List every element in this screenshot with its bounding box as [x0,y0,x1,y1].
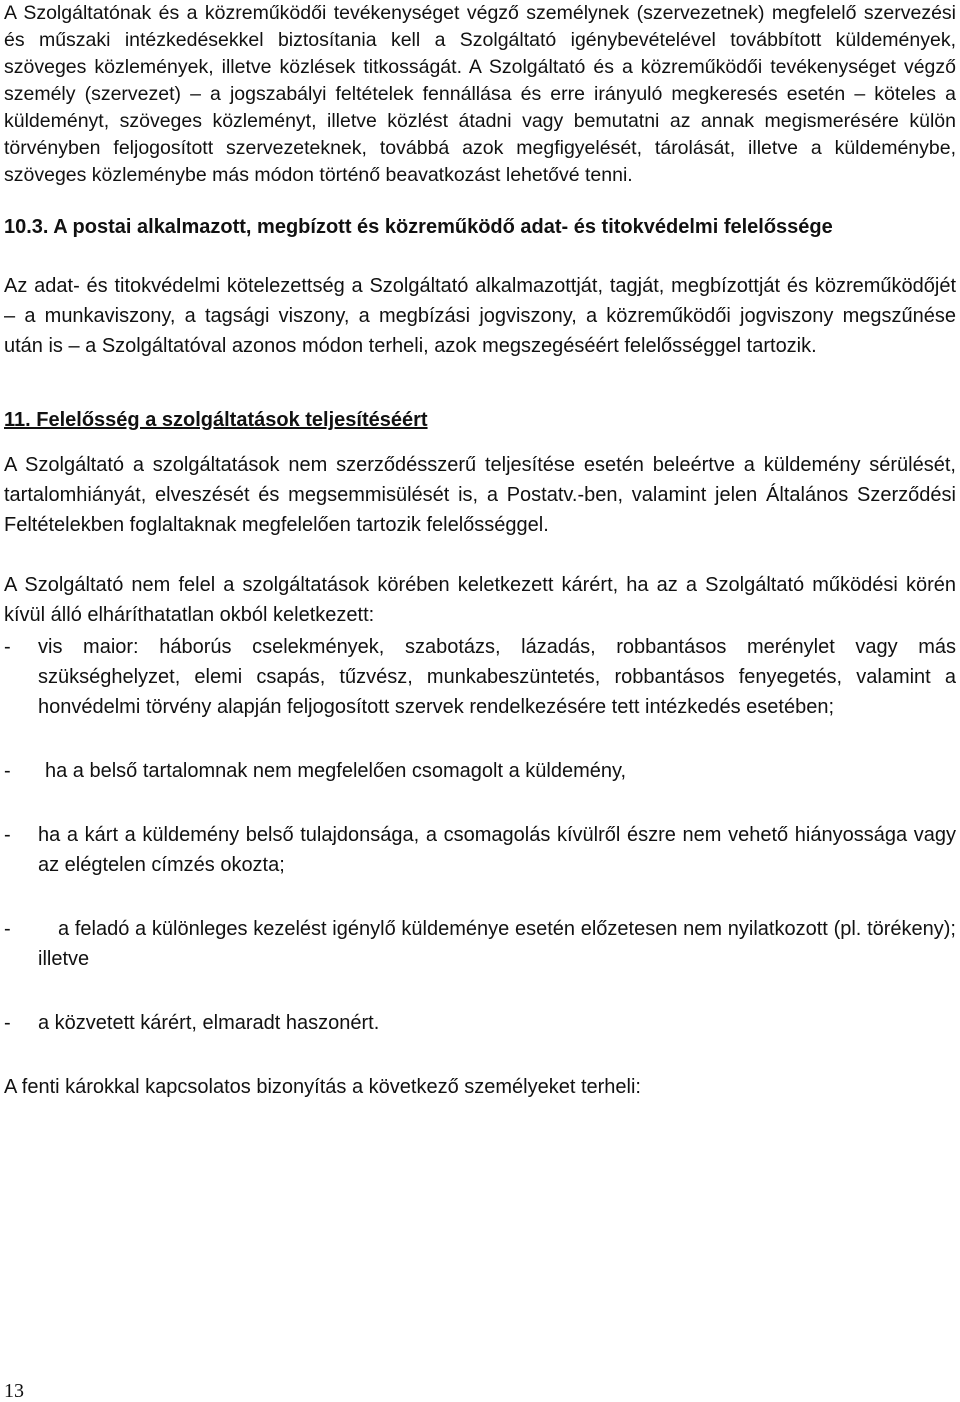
list-dash: - [4,918,11,940]
section-11-closing: A fenti károkkal kapcsolatos bizonyítás a következő személyeket terheli: [4,1076,641,1098]
list-item-packaging [4,756,956,786]
list-dash: - [4,760,11,782]
list-item-special-handling [4,914,956,974]
section-11-heading-text: 11. Felelősség a szolgáltatások teljesítéséért [4,409,428,431]
list-item-indirect-damage [4,1008,956,1038]
document-page [4,0,956,1102]
list-item-text: vis maior: háborús cselekmények, szabotázs, lázadás, robbantásos merénylet vagy más szükséghelyzet, elemi csapás, tűzvész, munkabeszüntetés, robbantásos fenyegetés, valamint a honvédelmi törvény alapján feljogosított szervek rendelkezésére tett intézkedés esetében; [38,636,956,718]
list-item-text: a közvetett kárért, elmaradt haszonért. [38,1012,380,1034]
list-item-text: ha a kárt a küldemény belső tulajdonsága, a csomagolás kívülről észre nem vehető hiányossága vagy az elégtelen címzés okozta; [38,824,956,876]
list-item-text: ha a belső tartalomnak nem megfelelően csomagolt a küldemény, [45,760,627,782]
list-item-text: a feladó a különleges kezelést igénylő küldeménye esetén előzetesen nem nyilatkozott (pl. törékeny); illetve [38,918,956,970]
paragraph-confidentiality: A Szolgáltatónak és a közreműködői tevékenységet végző személynek (szervezetnek) megfelelő szervezési és műszaki intézkedésekkel biztosítania kell a Szolgáltató igénybevételével továbbított küldemények, szöveges közlemények, illetve közlések titkosságát. A Szolgáltató és a közreműködői tevékenységet végző személy (szervezet) – a jogszabályi feltételek fennállása és erre irányuló megkeresés esetén – köteles a küldeményt, szöveges közleményt, illetve közlést átadni vagy bemutatni az annak megismerésére külön törvényben feljogosított szervezeteknek, továbbá azok megfigyelését, tárolását, illetve a küldeménybe, szöveges közleménybe más módon történő beavatkozást lehetővé tenni. [4,2,956,186]
list-item-inherent-property [4,820,956,880]
section-10-3-body: Az adat- és titokvédelmi kötelezettség a Szolgáltató alkalmazottját, tagját, megbízottját és közreműködőjét – a munkaviszony, a tagsági viszony, a megbízási jogviszony, a közreműködői jogviszony megszűnése után is – a Szolgáltatóval azonos módon terheli, azok megszegéséért felelősséggel tartozik. [4,275,956,357]
section-11-paragraph-1: A Szolgáltató a szolgáltatások nem szerződésszerű teljesítése esetén beleértve a küldemény sérülését, tartalomhiányát, elveszését és megsemmisülését is, a Postatv.-ben, valamint jelen Általános Szerződési Feltételekben foglaltaknak megfelelően tartozik felelősséggel. [4,454,956,536]
section-11-paragraph-2: A Szolgáltató nem felel a szolgáltatások körében keletkezett kárért, ha az a Szolgáltató működési körén kívül álló elháríthatatlan okból keletkezett: [4,574,956,626]
list-item-vis-maior [4,632,956,722]
section-11-heading [4,407,956,434]
list-dash: - [4,636,11,658]
section-10-3-heading: 10.3. A postai alkalmazott, megbízott és közreműködő adat- és titokvédelmi felelőssége [4,216,833,238]
list-dash: - [4,1012,11,1034]
page-number: 13 [4,1380,24,1402]
list-dash: - [4,824,11,846]
